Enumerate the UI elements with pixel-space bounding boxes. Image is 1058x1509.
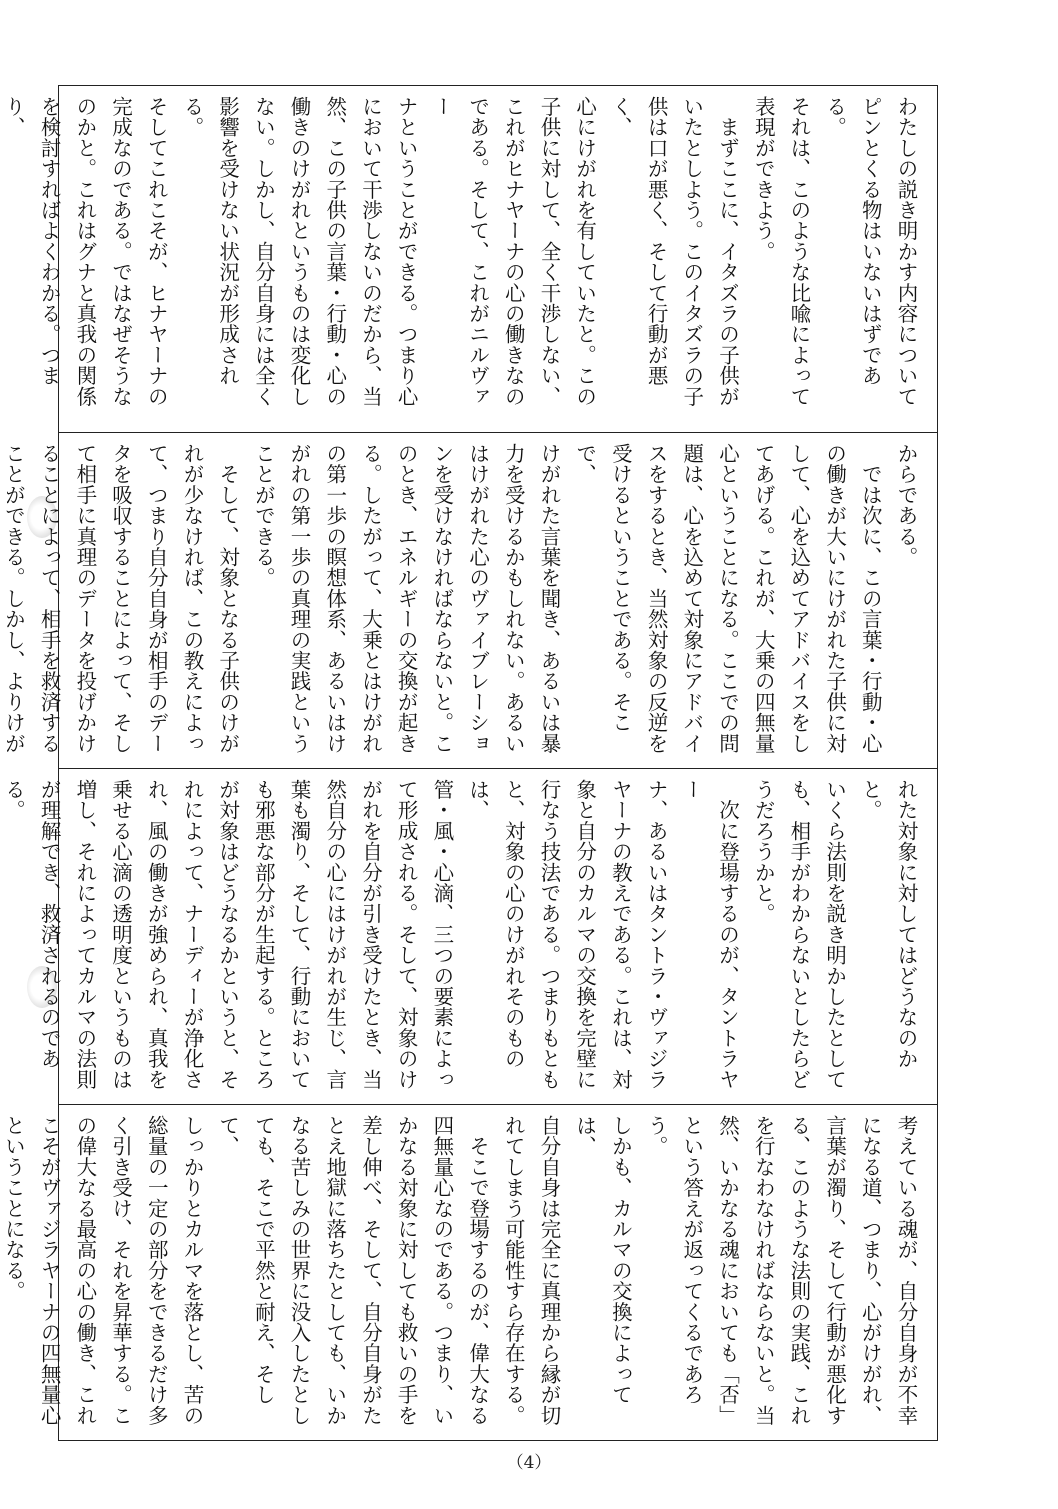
text-frame [1,85,938,1441]
tier-3-text: れた対象に対してはどうなのかと。 いくら法則を説き明かしたとして も、相手がわからないとしたらど うだろうかと。 次に登場するのが、タントラヤー ナ、あるいはタントラ・ヴァジラ ヤーナの教えである。これは、対 象と自分のカルマの交換を完壁に 行なう技法である。つまりもとも と、対象の心のけがれそのものは、 管・風・心滴、三つの要素によっ て形成される。そして、対象のけ がれを自分が引き受けたとき、当 然自分の心にはけがれが生じ、言 葉も濁り、そして、行動において も邪悪な部分が生起する。ところ が対象はどうなるかというと、そ れによって、ナーディーが浄化さ れ、風の働きが強められ、真我を 乗せる心滴の透明度というものは 増し、それによってカルマの法則 が理解でき、救済されるのである。 [1,779,918,1090]
tier-1-text: わたしの説き明かす内容について ピンとくる物はいないはずである。 それは、このような比喩によって 表現ができよう。 まずここに、イタズラの子供が いたとしよう。このイタズラの子 供は口が悪く、そして行動が悪く、 心にけがれを有していたと。この 子供に対して、全く干渉しない、 これがヒナヤーナの心の働きなの である。そして、これがニルヴァー ナということができる。つまり心 において干渉しないのだから、当 然、この子供の言葉・行動・心の 働きのけがれというものは変化し ない。しかし、自分自身には全く 影響を受けない状況が形成される。 そしてこれこそが、ヒナヤーナの 完成なのである。ではなぜそうな のかと。これはグナと真我の関係 を検討すればよくわかる。つまり、 [1,96,918,407]
text-tier-3 [1,768,937,1104]
tier-4-text: 考えている魂が、自分自身が不幸 になる道、つまり、心がけがれ、 言葉が濁り、そして行動が悪化す る、このような法則の実践、これ を行なわなければならないと。当 然、いかなる魂においても「否」 という答えが返ってくるであろう。 しかも、カルマの交換によっては、 自分自身は完全に真理から縁が切 れてしまう可能性すら存在する。 そこで登場するのが、偉大なる 四無量心なのである。つまり、い かなる対象に対しても救いの手を 差し伸べ、そして、自分自身がた とえ地獄に落ちたとしても、いか なる苦しみの世界に没入したとし ても、そこで平然と耐え、そして、 しっかりとカルマを落とし、苦の 総量の一定の部分をできるだけ多 く引き受け、それを昇華する。こ の偉大なる最高の心の働き、これ こそがヴァジラヤーナの四無量心 ということになる。 [1,1115,918,1426]
text-tier-2 [1,432,937,768]
text-tier-1 [1,86,937,432]
page-number: （4） [506,1453,552,1473]
tier-2-text: からである。 では次に、この言葉・行動・心 の働きが大いにけがれた子供に対 して、心を込めてアドバイスをし てあげる。これが、大乗の四無量 心ということになる。ここでの問 題は、心を込めて対象にアドバイ スをするとき、当然対象の反逆を 受けるということである。そこで、 けがれた言葉を聞き、あるいは暴 力を受けるかもしれない。あるい はけがれた心のヴァイブレーショ ンを受けなければならないと。こ のとき、エネルギーの交換が起き る。したがって、大乗とはけがれ の第一歩の瞑想体系、あるいはけ がれの第一歩の真理の実践という ことができる。 そして、対象となる子供のけが れが少なければ、この教えによっ て、つまり自分自身が相手のデー タを吸収することによって、そし て相手に真理のデータを投げかけ ることによって、相手を救済する ことができる。しかし、よりけが [1,443,918,754]
text-tier-4 [1,1104,937,1440]
